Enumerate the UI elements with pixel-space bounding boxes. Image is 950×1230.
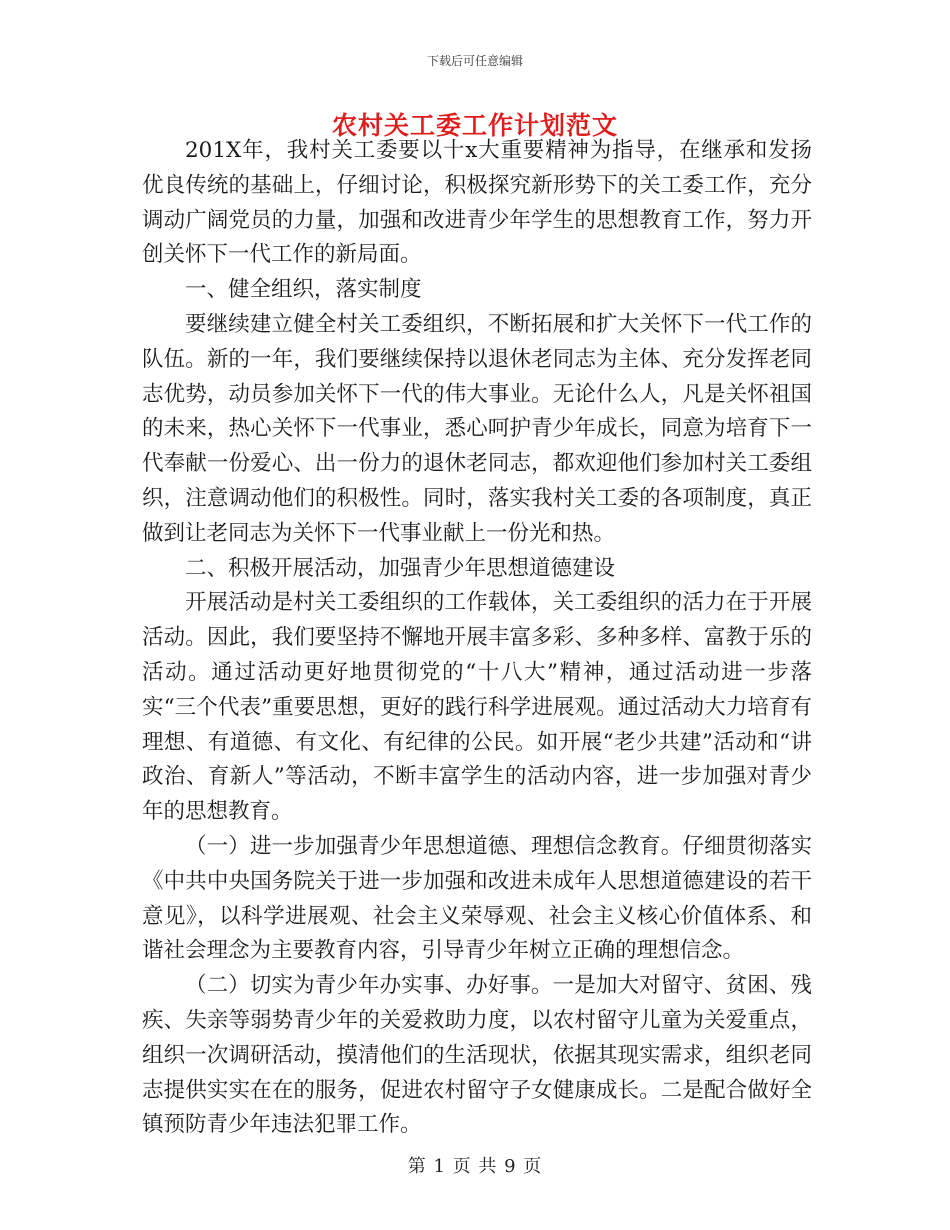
- paragraph-subsection-1: （一）进一步加强青少年思想道德、理想信念教育。仔细贯彻落实《中共中央国务院关于进一步加强和改进未成年人思想道德建设的若干意见》，以科学进展观、社会主义荣辱观、社会主义核心价值体系、和谐社会理念为主要教育内容，引导青少年树立正确的理想信念。: [142, 833, 812, 964]
- paragraph-activities: 开展活动是村关工委组织的工作载体，关工委组织的活力在于开展活动。因此，我们要坚持不懈地开展丰富多彩、多种多样、富教于乐的活动。通过活动更好地贯彻党的“十八大”精神，通过活动进一步落实“三个代表”重要思想，更好的践行科学进展观。通过活动大力培育有理想、有道德、有文化、有纪律的公民。如开展“老少共建”活动和“讲政治、育新人”等活动，不断丰富学生的活动内容，进一步加强对青少年的思想教育。: [142, 590, 812, 825]
- download-note: 下载后可任意编辑: [426, 54, 523, 68]
- paragraph-subsection-2: （二）切实为青少年办实事、办好事。一是加大对留守、贫困、残疾、失亲等弱势青少年的关爱救助力度，以农村留守儿童为关爱重点，组织一次调研活动，摸清他们的生活现状，依据其现实需求，组织老同志提供实实在在的服务，促进农村留守子女健康成长。二是配合做好全镇预防青少年违法犯罪工作。: [142, 973, 812, 1138]
- page-number: 第 1 页 共 9 页: [407, 1156, 543, 1177]
- paragraph-intro: 201X年，我村关工委要以十x大重要精神为指导，在继承和发扬优良传统的基础上，仔细讨论，积极探究新形势下的关工委工作，充分调动广阔党员的力量，加强和改进青少年学生的思想教育工作，努力开创关怀下一代工作的新局面。: [142, 138, 812, 268]
- paragraph-organization: 要继续建立健全村关工委组织，不断拓展和扩大关怀下一代工作的队伍。新的一年，我们要继续保持以退休老同志为主体、充分发挥老同志优势，动员参加关怀下一代的伟大事业。无论什么人，凡是关怀祖国的未来，热心关怀下一代事业，悉心呵护青少年成长，同意为培育下一代奉献一份爱心、出一份力的退休老同志，都欢迎他们参加村关工委组织，注意调动他们的积极性。同时，落实我村关工委的各项制度，真正做到让老同志为关怀下一代事业献上一份光和热。: [142, 311, 812, 546]
- section-heading-2: 二、积极开展活动，加强青少年思想道德建设: [185, 555, 616, 581]
- section-heading-1: 一、健全组织，落实制度: [185, 277, 422, 303]
- document-title: 农村关工委工作计划范文: [331, 111, 618, 140]
- document-body: [142, 134, 812, 1143]
